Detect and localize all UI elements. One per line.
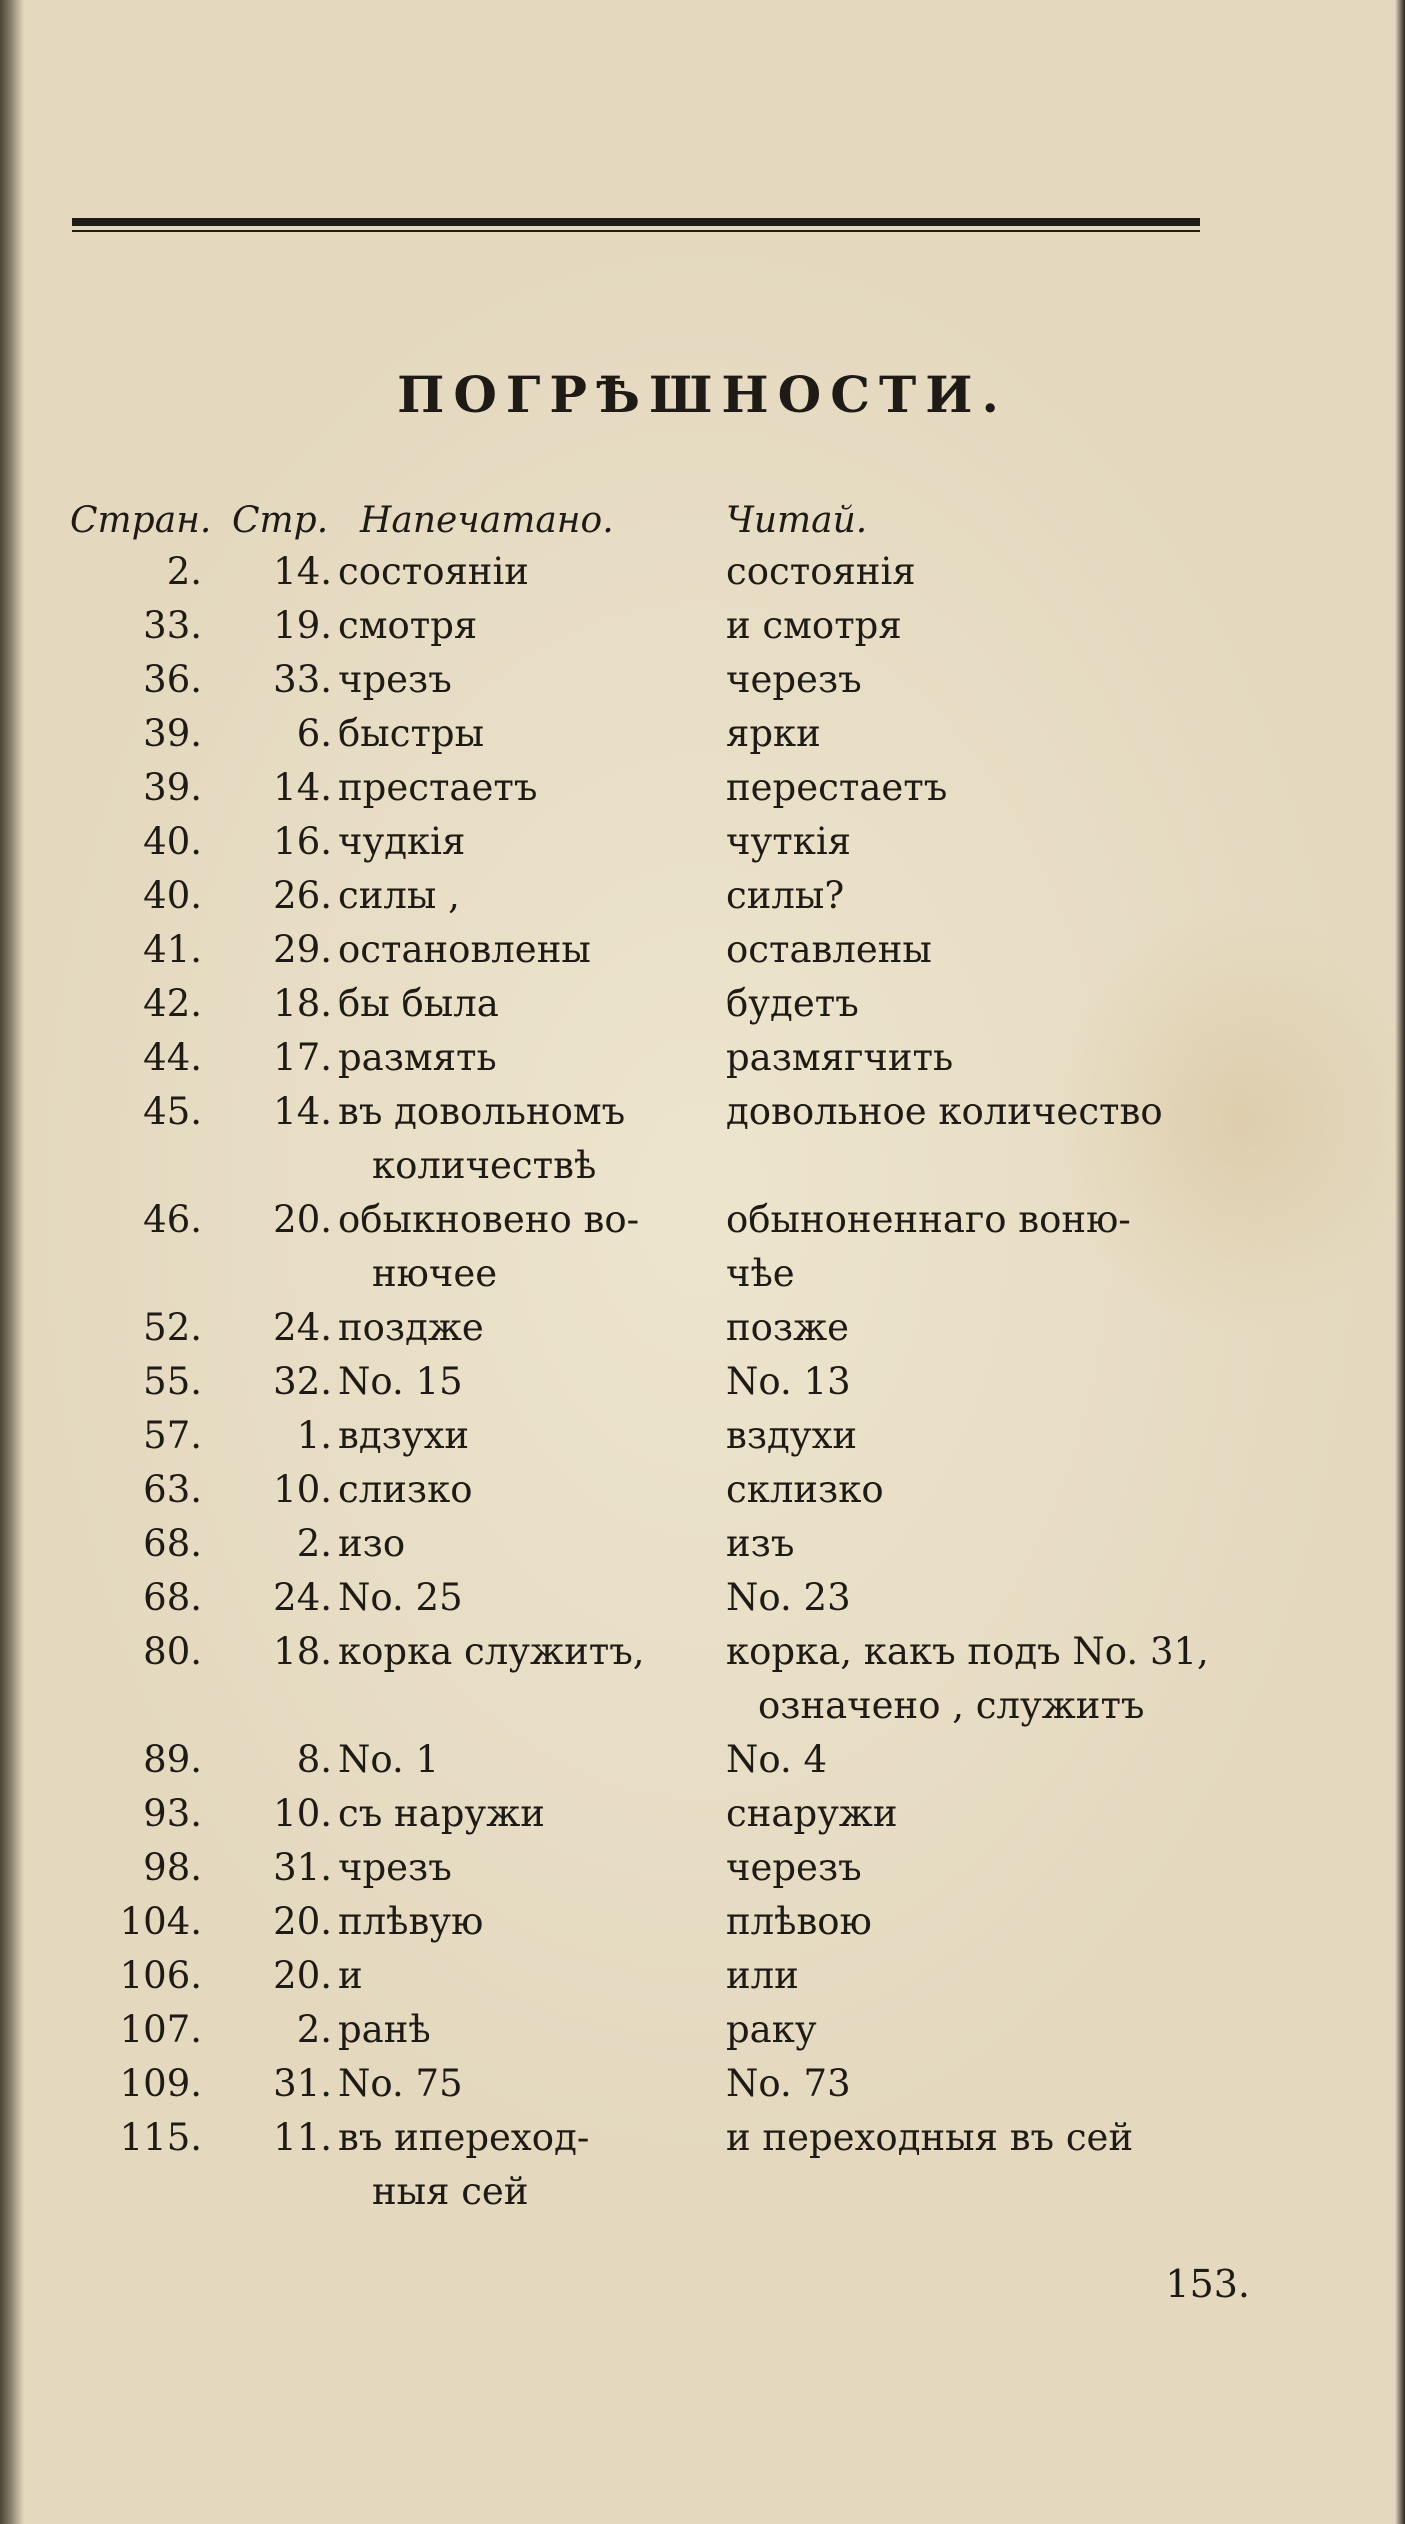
errata-page-number: 41. [143, 928, 202, 971]
header-printed: Напечатано. [360, 500, 614, 541]
errata-line-number: 10. [273, 1792, 332, 1835]
errata-page-number: 45. [143, 1090, 202, 1133]
errata-read: черезъ [726, 1846, 862, 1889]
errata-line-number: 31. [273, 2062, 332, 2105]
errata-read: и смотря [726, 604, 902, 647]
errata-read: No. 4 [726, 1738, 828, 1781]
errata-page-number: 98. [143, 1846, 202, 1889]
errata-read: No. 23 [726, 1576, 851, 1619]
errata-printed-cont: количествѣ [372, 1144, 597, 1187]
errata-line-number: 33. [273, 658, 332, 701]
errata-line-number: 2. [296, 2008, 332, 2051]
errata-read: и переходныя въ сей [726, 2116, 1134, 2159]
errata-read: или [726, 1954, 799, 1997]
errata-read: раку [726, 2008, 817, 2051]
header-line: Стр. [232, 500, 329, 541]
errata-line-number: 17. [273, 1036, 332, 1079]
errata-read: размягчить [726, 1036, 954, 1079]
errata-page-number: 2. [166, 550, 202, 593]
header-read: Читай. [726, 500, 868, 541]
errata-line-number: 32. [273, 1360, 332, 1403]
errata-printed: чрезъ [338, 1846, 452, 1889]
errata-read: будетъ [726, 982, 859, 1025]
errata-printed: бы была [338, 982, 499, 1025]
errata-page-number: 68. [143, 1576, 202, 1619]
errata-printed: чудкія [338, 820, 466, 863]
errata-page-number: 106. [119, 1954, 202, 1997]
errata-line-number: 11. [273, 2116, 332, 2159]
errata-page-number: 40. [143, 874, 202, 917]
errata-printed: No. 75 [338, 2062, 463, 2105]
errata-read: оставлены [726, 928, 932, 971]
errata-printed: смотря [338, 604, 478, 647]
errata-read: вздухи [726, 1414, 858, 1457]
errata-printed: силы , [338, 874, 460, 917]
errata-page-number: 52. [143, 1306, 202, 1349]
errata-read: корка, какъ подъ No. 31, [726, 1630, 1209, 1673]
errata-line-number: 10. [273, 1468, 332, 1511]
errata-line-number: 14. [273, 1090, 332, 1133]
errata-printed: вдзухи [338, 1414, 470, 1457]
errata-printed: No. 1 [338, 1738, 440, 1781]
errata-read: снаружи [726, 1792, 898, 1835]
errata-line-number: 20. [273, 1954, 332, 1997]
errata-printed: обыкновено во- [338, 1198, 640, 1241]
errata-line-number: 19. [273, 604, 332, 647]
errata-printed: быстры [338, 712, 485, 755]
errata-page-number: 46. [143, 1198, 202, 1241]
errata-printed: размять [338, 1036, 497, 1079]
errata-line-number: 18. [273, 982, 332, 1025]
errata-page-number: 57. [143, 1414, 202, 1457]
errata-line-number: 8. [296, 1738, 332, 1781]
errata-printed: изо [338, 1522, 406, 1565]
errata-page-number: 42. [143, 982, 202, 1025]
errata-read: черезъ [726, 658, 862, 701]
errata-printed: и [338, 1954, 363, 1997]
errata-page-number: 68. [143, 1522, 202, 1565]
errata-read-cont: чѣе [726, 1252, 795, 1295]
errata-line-number: 31. [273, 1846, 332, 1889]
page-title: ПОГРѢШНОСТИ. [397, 365, 1008, 424]
errata-read: No. 73 [726, 2062, 851, 2105]
errata-read-cont: означено , служитъ [758, 1684, 1145, 1727]
errata-page-number: 109. [119, 2062, 202, 2105]
errata-printed: ранѣ [338, 2008, 431, 2051]
errata-read: обыноненнаго воню- [726, 1198, 1131, 1241]
errata-printed-cont: ныя сей [372, 2170, 529, 2213]
errata-line-number: 24. [273, 1576, 332, 1619]
errata-line-number: 1. [296, 1414, 332, 1457]
errata-printed: съ наружи [338, 1792, 545, 1835]
errata-printed: состояніи [338, 550, 529, 593]
top-rule [72, 218, 1200, 226]
errata-line-number: 24. [273, 1306, 332, 1349]
errata-page-number: 104. [119, 1900, 202, 1943]
errata-line-number: 20. [273, 1198, 332, 1241]
errata-line-number: 14. [273, 550, 332, 593]
errata-line-number: 14. [273, 766, 332, 809]
errata-page-number: 36. [143, 658, 202, 701]
errata-printed: No. 25 [338, 1576, 463, 1619]
errata-line-number: 16. [273, 820, 332, 863]
errata-page-number: 89. [143, 1738, 202, 1781]
errata-line-number: 2. [296, 1522, 332, 1565]
errata-line-number: 29. [273, 928, 332, 971]
errata-read: ярки [726, 712, 821, 755]
errata-printed: поздже [338, 1306, 484, 1349]
errata-page-number: 39. [143, 766, 202, 809]
errata-printed: остановлены [338, 928, 591, 971]
errata-page-number: 40. [143, 820, 202, 863]
errata-page-number: 55. [143, 1360, 202, 1403]
errata-page-number: 93. [143, 1792, 202, 1835]
header-page: Стран. [70, 500, 212, 541]
errata-printed: корка служитъ, [338, 1630, 645, 1673]
errata-line-number: 20. [273, 1900, 332, 1943]
errata-read: перестаетъ [726, 766, 948, 809]
errata-read: склизко [726, 1468, 884, 1511]
errata-read: No. 13 [726, 1360, 851, 1403]
errata-page-number: 39. [143, 712, 202, 755]
errata-printed: въ довольномъ [338, 1090, 626, 1133]
errata-printed: чрезъ [338, 658, 452, 701]
errata-printed-cont: нючее [372, 1252, 498, 1295]
errata-printed: плѣвую [338, 1900, 484, 1943]
top-rule-thin [72, 230, 1200, 232]
errata-page-number: 44. [143, 1036, 202, 1079]
errata-line-number: 26. [273, 874, 332, 917]
errata-page-number: 33. [143, 604, 202, 647]
errata-read: позже [726, 1306, 850, 1349]
page-number: 153. [1165, 2262, 1250, 2306]
errata-read: плѣвою [726, 1900, 872, 1943]
errata-line-number: 18. [273, 1630, 332, 1673]
errata-printed: въ ипереход- [338, 2116, 590, 2159]
errata-printed: слизко [338, 1468, 473, 1511]
errata-page-number: 115. [119, 2116, 202, 2159]
errata-read: изъ [726, 1522, 795, 1565]
errata-page-number: 80. [143, 1630, 202, 1673]
errata-read: силы? [726, 874, 845, 917]
errata-read: довольное количество [726, 1090, 1163, 1133]
errata-printed: No. 15 [338, 1360, 463, 1403]
errata-read: чуткія [726, 820, 852, 863]
errata-line-number: 6. [296, 712, 332, 755]
errata-read: состоянія [726, 550, 916, 593]
errata-printed: престаетъ [338, 766, 538, 809]
errata-page-number: 107. [119, 2008, 202, 2051]
errata-page-number: 63. [143, 1468, 202, 1511]
